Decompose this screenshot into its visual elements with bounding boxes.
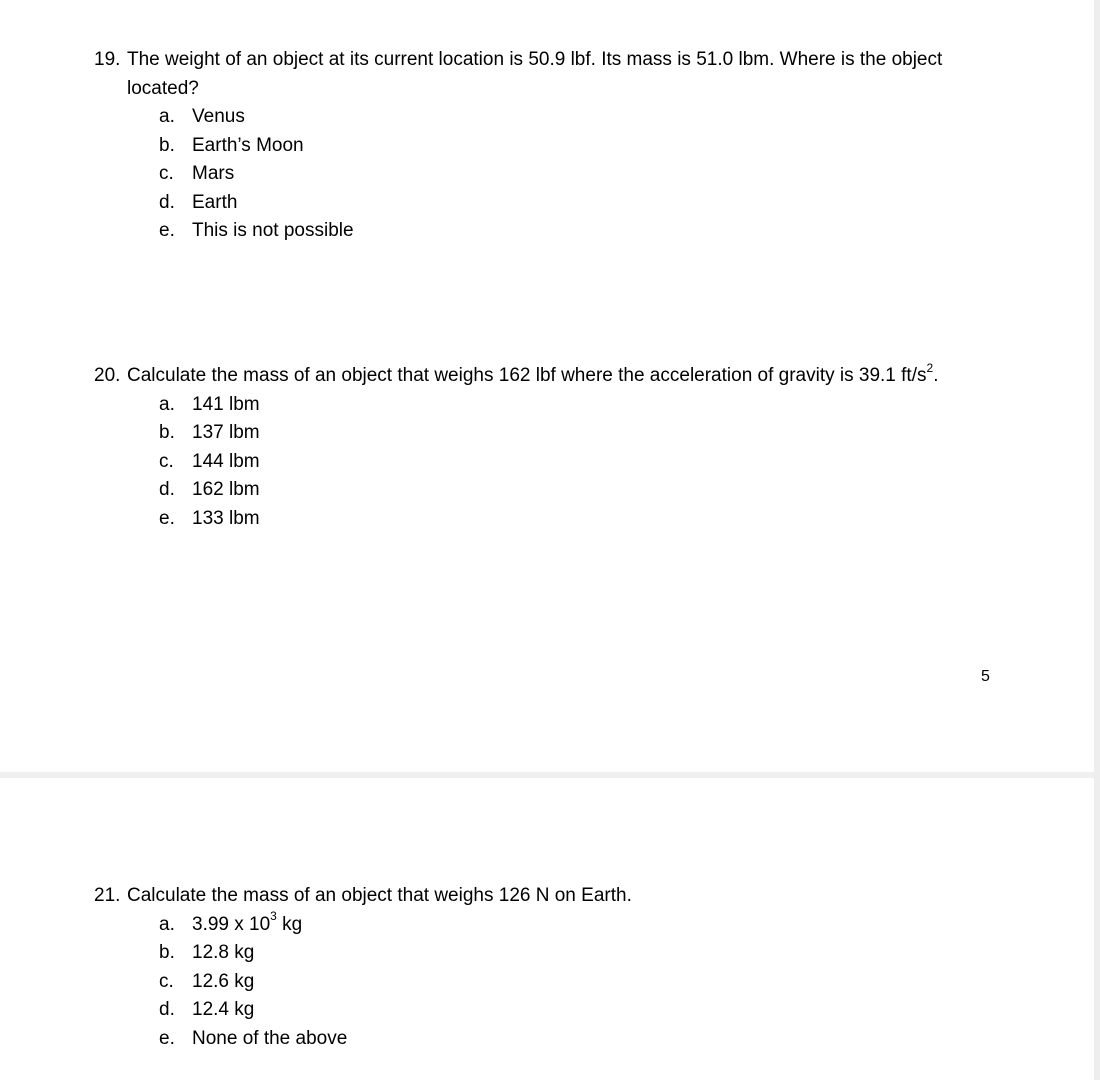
option-letter: d. [159,191,175,213]
option-letter: b. [159,422,175,443]
answer-option [94,1025,994,1054]
question-number: 19. [94,49,121,70]
option-text: This is not possible [192,220,354,241]
answer-option [94,103,994,132]
option-letter: c. [159,450,174,472]
option-letter: e. [159,220,175,241]
answer-option [94,939,994,968]
option-text: 137 lbm [192,422,260,443]
question-21 [94,882,994,1053]
document-page [0,778,1094,1080]
answer-option [94,217,994,246]
option-text: Earth’s Moon [192,134,304,156]
option-letter: d. [159,999,175,1020]
answer-options [94,103,994,246]
option-letter: c. [159,163,174,184]
option-text: 3.99 x 10 [192,913,271,935]
option-text: Mars [192,163,235,184]
option-letter: a. [159,393,175,415]
option-text: 12.4 kg [192,999,255,1020]
question-text: Calculate the mass of an object that weighs 126 N on Earth. [127,885,632,906]
option-text: 12.6 kg [192,970,255,992]
option-text: None of the above [192,1027,348,1049]
option-text: Earth [192,191,238,213]
option-text: Venus [192,106,245,127]
option-text: 162 lbm [192,479,260,500]
page-number: 5 [981,668,990,685]
question-text: The weight of an object at its current location is 50.9 lbf. Its mass is 51.0 lbm. Where is the object located? [127,49,943,99]
answer-option [94,448,994,477]
option-text: 144 lbm [192,450,260,472]
option-text: 12.8 kg [192,942,255,963]
option-letter: c. [159,970,174,992]
answer-options [94,911,994,1054]
answer-option [94,996,994,1025]
option-letter: d. [159,479,175,500]
answer-options [94,391,994,534]
answer-option [94,911,994,940]
option-letter: a. [159,106,175,127]
question-20 [94,362,994,533]
question-19 [94,46,994,246]
option-letter: e. [159,1027,175,1049]
option-text: 133 lbm [192,507,260,529]
question-text: Calculate the mass of an object that weighs 162 lbf where the acceleration of gravity is 39.1 ft/s [127,365,927,386]
answer-option [94,132,994,161]
option-letter: a. [159,913,175,935]
answer-option [94,968,994,997]
superscript: 3 [270,909,277,924]
answer-option [94,189,994,218]
answer-option [94,476,994,505]
answer-option [94,391,994,420]
question-number: 21. [94,885,121,906]
scrollbar-gutter [1094,0,1100,1080]
option-letter: b. [159,134,175,156]
question-text-end: . [933,365,939,386]
answer-option [94,505,994,534]
superscript: 2 [926,360,934,375]
answer-option [94,419,994,448]
option-text: 141 lbm [192,393,260,415]
answer-option [94,160,994,189]
option-letter: e. [159,507,175,529]
option-letter: b. [159,942,175,963]
option-text-end: kg [276,913,303,935]
question-number: 20. [94,365,121,386]
